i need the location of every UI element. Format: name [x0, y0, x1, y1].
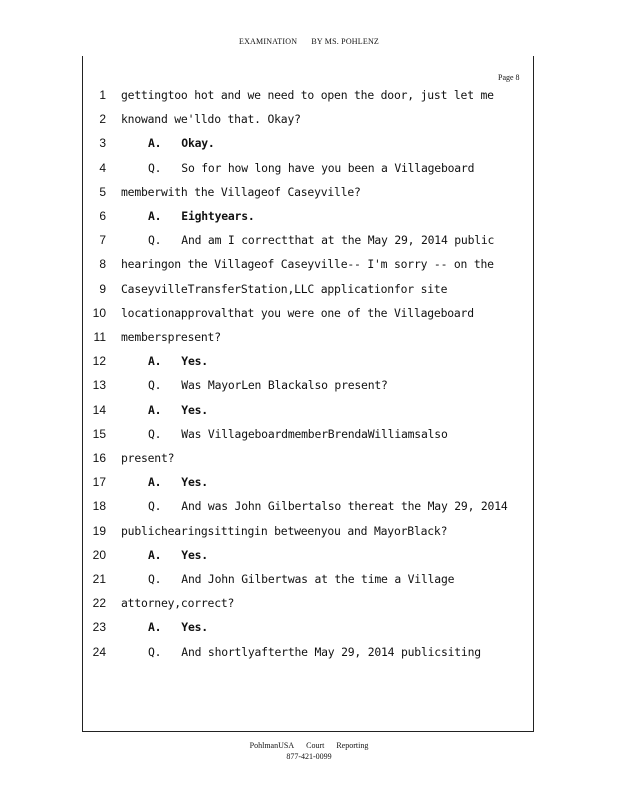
line-text: present?: [121, 451, 175, 465]
transcript-line: [0, 205, 618, 227]
line-number: 12: [92, 354, 106, 369]
line-text: locationapprovalthat you were one of the Villageboard: [121, 305, 474, 320]
line-number: 9: [99, 281, 106, 296]
transcript-line: [0, 181, 618, 203]
line-text: Q. Was MayorLen Blackalso present?: [148, 378, 388, 393]
transcript-line: [0, 641, 618, 663]
transcript-line: [0, 157, 618, 179]
header-examiner: BY MS. POHLENZ: [311, 37, 380, 46]
line-number: 22: [92, 596, 106, 611]
line-text: Q. So for how long have you been a Villageboard: [148, 160, 475, 175]
header-section: EXAMINATION: [238, 37, 298, 46]
line-text: Q. And am I correctthat at the May 29, 2014 public: [148, 233, 495, 248]
line-number: 19: [92, 523, 106, 538]
transcript-line: [0, 568, 618, 590]
transcript-line: [0, 447, 618, 469]
footer-reporting: Reporting: [336, 741, 369, 750]
line-number: 20: [92, 547, 106, 562]
line-text: CaseyvilleTransferStation,LLC applicationfor site: [121, 281, 448, 296]
line-number: 24: [92, 644, 106, 659]
line-number: 23: [92, 620, 106, 635]
line-number: 2: [99, 112, 106, 127]
answer-text: A. Yes.: [148, 620, 208, 635]
line-number: 16: [92, 451, 106, 465]
transcript-line: [0, 229, 618, 251]
transcript-line: [0, 350, 618, 372]
line-text: hearingon the Villageof Caseyville-- I'm sorry -- on the: [121, 257, 494, 272]
line-text: knowand we'lldo that. Okay?: [121, 112, 301, 127]
transcript-line: [0, 326, 618, 348]
answer-text: A. Yes.: [148, 402, 208, 417]
answer-text: A. Eightyears.: [148, 209, 255, 223]
line-text: Q. And shortlyafterthe May 29, 2014 publicsiting: [148, 644, 481, 659]
transcript-line: [0, 84, 618, 106]
line-number: 14: [92, 402, 106, 417]
line-text: gettingtoo hot and we need to open the door, just let me: [121, 88, 494, 102]
line-number: 17: [92, 475, 106, 490]
transcript-line: [0, 520, 618, 542]
line-text: attorney,correct?: [121, 596, 235, 611]
transcript-line: [0, 302, 618, 324]
transcript-line: [0, 544, 618, 566]
line-number: 10: [92, 305, 106, 320]
line-text: Q. And was John Gilbertalso thereat the May 29, 2014: [148, 499, 508, 514]
footer-company: PohlmanUSA: [249, 741, 295, 750]
transcript-line: [0, 374, 618, 396]
line-number: 1: [99, 88, 106, 102]
page-footer: [0, 740, 618, 762]
line-number: 13: [92, 378, 106, 393]
transcript-line: [0, 399, 618, 421]
line-text: publichearingsittingin betweenyou and MayorBlack?: [121, 523, 448, 538]
line-number: 4: [99, 160, 106, 175]
line-number: 3: [99, 136, 106, 151]
answer-text: A. Yes.: [148, 354, 208, 369]
line-text: memberspresent?: [121, 330, 221, 344]
transcript-line: [0, 616, 618, 638]
footer-phone: 877-421-0099: [286, 752, 332, 761]
line-number: 18: [92, 499, 106, 514]
line-number: 7: [99, 233, 106, 248]
answer-text: A. Yes.: [148, 475, 208, 490]
answer-text: A. Yes.: [148, 547, 208, 562]
line-text: memberwith the Villageof Caseyville?: [121, 184, 361, 199]
line-number: 21: [92, 572, 106, 586]
transcript-line: [0, 108, 618, 130]
transcript-line: [0, 423, 618, 445]
transcript-line: [0, 253, 618, 275]
line-number: 6: [99, 209, 106, 223]
transcript-line: [0, 495, 618, 517]
answer-text: A. Okay.: [148, 136, 215, 151]
footer-court: Court: [306, 741, 325, 750]
transcript-line: [0, 592, 618, 614]
line-number: 11: [93, 330, 106, 344]
transcript-line: [0, 278, 618, 300]
line-number: 8: [99, 257, 106, 272]
line-number: 5: [99, 184, 106, 199]
page-number: Page 8: [498, 73, 520, 82]
line-number: 15: [92, 426, 106, 441]
page-header: [0, 37, 618, 46]
line-text: Q. Was VillageboardmemberBrendaWilliamsalso: [148, 426, 448, 441]
transcript-line: [0, 132, 618, 154]
transcript-line: [0, 471, 618, 493]
line-text: Q. And John Gilbertwas at the time a Village: [148, 572, 455, 586]
